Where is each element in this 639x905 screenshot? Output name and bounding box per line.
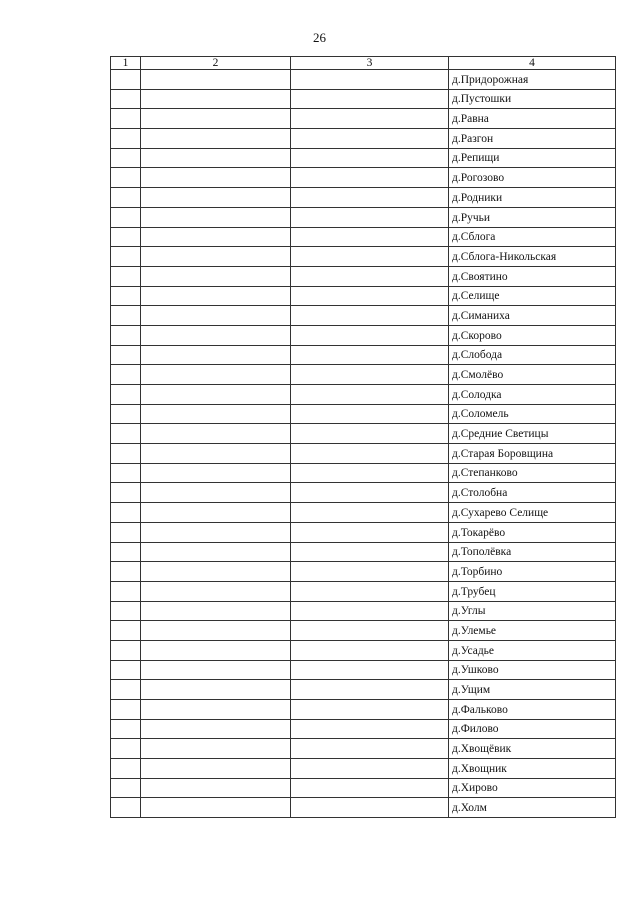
empty-cell-col-3	[291, 778, 449, 798]
settlement-name-cell: д.Улемье	[449, 621, 616, 641]
empty-cell-col-2	[141, 227, 291, 247]
table-row	[111, 522, 616, 542]
table-row	[111, 404, 616, 424]
settlement-name-cell: д.Хирово	[449, 778, 616, 798]
empty-cell-col-3	[291, 207, 449, 227]
empty-cell-col-1	[111, 640, 141, 660]
settlement-name-cell: д.Филово	[449, 719, 616, 739]
empty-cell-col-2	[141, 503, 291, 523]
empty-cell-col-2	[141, 365, 291, 385]
empty-cell-col-2	[141, 581, 291, 601]
empty-cell-col-2	[141, 778, 291, 798]
empty-cell-col-2	[141, 660, 291, 680]
settlement-name-cell: д.Фальково	[449, 700, 616, 720]
table-body	[111, 70, 616, 818]
table-row	[111, 148, 616, 168]
empty-cell-col-3	[291, 365, 449, 385]
table-row	[111, 365, 616, 385]
column-header-1: 1	[111, 57, 141, 70]
empty-cell-col-2	[141, 109, 291, 129]
table-row	[111, 444, 616, 464]
settlement-name-cell: д.Холм	[449, 798, 616, 818]
empty-cell-col-3	[291, 306, 449, 326]
empty-cell-col-1	[111, 129, 141, 149]
empty-cell-col-2	[141, 483, 291, 503]
table-row	[111, 581, 616, 601]
settlement-name-cell: д.Скорово	[449, 325, 616, 345]
empty-cell-col-3	[291, 247, 449, 267]
empty-cell-col-2	[141, 247, 291, 267]
empty-cell-col-3	[291, 188, 449, 208]
empty-cell-col-2	[141, 424, 291, 444]
empty-cell-col-1	[111, 70, 141, 90]
settlement-name-cell: д.Средние Светицы	[449, 424, 616, 444]
empty-cell-col-2	[141, 522, 291, 542]
column-header-4: 4	[449, 57, 616, 70]
table-row	[111, 778, 616, 798]
empty-cell-col-2	[141, 463, 291, 483]
empty-cell-col-1	[111, 680, 141, 700]
empty-cell-col-1	[111, 444, 141, 464]
table-row	[111, 168, 616, 188]
empty-cell-col-2	[141, 129, 291, 149]
settlement-name-cell: д.Ущим	[449, 680, 616, 700]
empty-cell-col-3	[291, 325, 449, 345]
empty-cell-col-1	[111, 621, 141, 641]
empty-cell-col-3	[291, 719, 449, 739]
empty-cell-col-3	[291, 660, 449, 680]
settlement-name-cell: д.Старая Боровщина	[449, 444, 616, 464]
empty-cell-col-1	[111, 503, 141, 523]
empty-cell-col-1	[111, 522, 141, 542]
settlement-name-cell: д.Солодка	[449, 385, 616, 405]
table-row	[111, 739, 616, 759]
table-row	[111, 207, 616, 227]
empty-cell-col-3	[291, 463, 449, 483]
empty-cell-col-3	[291, 562, 449, 582]
settlement-name-cell: д.Усадье	[449, 640, 616, 660]
empty-cell-col-1	[111, 778, 141, 798]
empty-cell-col-2	[141, 286, 291, 306]
page-number: 26	[313, 30, 326, 45]
empty-cell-col-3	[291, 286, 449, 306]
table-row	[111, 266, 616, 286]
table-row	[111, 89, 616, 109]
settlement-name-cell: д.Соломель	[449, 404, 616, 424]
empty-cell-col-2	[141, 207, 291, 227]
empty-cell-col-1	[111, 601, 141, 621]
table-row	[111, 700, 616, 720]
settlement-name-cell: д.Хвощник	[449, 759, 616, 779]
empty-cell-col-2	[141, 325, 291, 345]
empty-cell-col-3	[291, 522, 449, 542]
table-row	[111, 188, 616, 208]
settlement-name-cell: д.Своятино	[449, 266, 616, 286]
empty-cell-col-2	[141, 266, 291, 286]
empty-cell-col-3	[291, 168, 449, 188]
table-row	[111, 227, 616, 247]
settlement-name-cell: д.Углы	[449, 601, 616, 621]
table-row	[111, 719, 616, 739]
empty-cell-col-1	[111, 739, 141, 759]
empty-cell-col-1	[111, 365, 141, 385]
empty-cell-col-3	[291, 345, 449, 365]
empty-cell-col-1	[111, 148, 141, 168]
settlement-name-cell: д.Смолёво	[449, 365, 616, 385]
empty-cell-col-3	[291, 700, 449, 720]
empty-cell-col-1	[111, 719, 141, 739]
empty-cell-col-1	[111, 463, 141, 483]
empty-cell-col-3	[291, 89, 449, 109]
empty-cell-col-2	[141, 404, 291, 424]
empty-cell-col-2	[141, 798, 291, 818]
empty-cell-col-2	[141, 759, 291, 779]
empty-cell-col-1	[111, 266, 141, 286]
empty-cell-col-2	[141, 680, 291, 700]
empty-cell-col-1	[111, 562, 141, 582]
table-row	[111, 503, 616, 523]
settlement-name-cell: д.Сухарево Селище	[449, 503, 616, 523]
empty-cell-col-2	[141, 739, 291, 759]
table-row	[111, 542, 616, 562]
table-row	[111, 345, 616, 365]
empty-cell-col-1	[111, 404, 141, 424]
table-row	[111, 680, 616, 700]
empty-cell-col-3	[291, 385, 449, 405]
table-row	[111, 424, 616, 444]
empty-cell-col-2	[141, 345, 291, 365]
empty-cell-col-3	[291, 444, 449, 464]
settlement-name-cell: д.Хвощёвик	[449, 739, 616, 759]
empty-cell-col-2	[141, 601, 291, 621]
empty-cell-col-3	[291, 759, 449, 779]
empty-cell-col-2	[141, 188, 291, 208]
empty-cell-col-3	[291, 640, 449, 660]
table-row	[111, 621, 616, 641]
settlement-name-cell: д.Токарёво	[449, 522, 616, 542]
table-row	[111, 759, 616, 779]
empty-cell-col-2	[141, 640, 291, 660]
table-row	[111, 129, 616, 149]
settlement-name-cell: д.Придорожная	[449, 70, 616, 90]
empty-cell-col-1	[111, 168, 141, 188]
empty-cell-col-1	[111, 542, 141, 562]
settlement-name-cell: д.Ушково	[449, 660, 616, 680]
table-row	[111, 109, 616, 129]
table-row	[111, 286, 616, 306]
table-row	[111, 70, 616, 90]
empty-cell-col-1	[111, 759, 141, 779]
empty-cell-col-2	[141, 542, 291, 562]
empty-cell-col-3	[291, 424, 449, 444]
empty-cell-col-2	[141, 306, 291, 326]
empty-cell-col-1	[111, 700, 141, 720]
column-header-3: 3	[291, 57, 449, 70]
empty-cell-col-3	[291, 739, 449, 759]
table-row	[111, 640, 616, 660]
table-header-row	[111, 57, 616, 70]
table-row	[111, 601, 616, 621]
settlements-table	[110, 56, 616, 818]
empty-cell-col-2	[141, 168, 291, 188]
empty-cell-col-1	[111, 660, 141, 680]
empty-cell-col-1	[111, 286, 141, 306]
empty-cell-col-1	[111, 306, 141, 326]
table-row	[111, 660, 616, 680]
empty-cell-col-3	[291, 483, 449, 503]
settlement-name-cell: д.Трубец	[449, 581, 616, 601]
empty-cell-col-3	[291, 129, 449, 149]
empty-cell-col-2	[141, 385, 291, 405]
empty-cell-col-1	[111, 227, 141, 247]
settlement-name-cell: д.Родники	[449, 188, 616, 208]
table-row	[111, 562, 616, 582]
settlement-name-cell: д.Ручьи	[449, 207, 616, 227]
empty-cell-col-3	[291, 70, 449, 90]
empty-cell-col-1	[111, 89, 141, 109]
empty-cell-col-2	[141, 700, 291, 720]
settlement-name-cell: д.Сблога	[449, 227, 616, 247]
table-row	[111, 463, 616, 483]
settlement-name-cell: д.Пустошки	[449, 89, 616, 109]
settlement-name-cell: д.Репищи	[449, 148, 616, 168]
settlement-name-cell: д.Слобода	[449, 345, 616, 365]
table-row	[111, 247, 616, 267]
empty-cell-col-3	[291, 680, 449, 700]
table-row	[111, 306, 616, 326]
empty-cell-col-2	[141, 70, 291, 90]
empty-cell-col-3	[291, 601, 449, 621]
table-row	[111, 385, 616, 405]
empty-cell-col-3	[291, 798, 449, 818]
empty-cell-col-1	[111, 385, 141, 405]
empty-cell-col-1	[111, 345, 141, 365]
settlement-name-cell: д.Рогозово	[449, 168, 616, 188]
empty-cell-col-2	[141, 148, 291, 168]
empty-cell-col-1	[111, 188, 141, 208]
empty-cell-col-3	[291, 227, 449, 247]
table-row	[111, 325, 616, 345]
empty-cell-col-2	[141, 444, 291, 464]
empty-cell-col-3	[291, 148, 449, 168]
empty-cell-col-1	[111, 247, 141, 267]
empty-cell-col-1	[111, 325, 141, 345]
empty-cell-col-1	[111, 424, 141, 444]
settlement-name-cell: д.Селище	[449, 286, 616, 306]
empty-cell-col-2	[141, 89, 291, 109]
settlement-name-cell: д.Тополёвка	[449, 542, 616, 562]
table-row	[111, 798, 616, 818]
empty-cell-col-1	[111, 483, 141, 503]
empty-cell-col-3	[291, 621, 449, 641]
empty-cell-col-2	[141, 719, 291, 739]
empty-cell-col-1	[111, 109, 141, 129]
settlement-name-cell: д.Симаниха	[449, 306, 616, 326]
empty-cell-col-3	[291, 542, 449, 562]
empty-cell-col-3	[291, 404, 449, 424]
empty-cell-col-1	[111, 207, 141, 227]
column-header-2: 2	[141, 57, 291, 70]
table-row	[111, 483, 616, 503]
empty-cell-col-3	[291, 503, 449, 523]
empty-cell-col-3	[291, 266, 449, 286]
settlement-name-cell: д.Торбино	[449, 562, 616, 582]
empty-cell-col-1	[111, 581, 141, 601]
settlement-name-cell: д.Столобна	[449, 483, 616, 503]
empty-cell-col-3	[291, 109, 449, 129]
empty-cell-col-2	[141, 562, 291, 582]
settlement-name-cell: д.Разгон	[449, 129, 616, 149]
empty-cell-col-2	[141, 621, 291, 641]
empty-cell-col-1	[111, 798, 141, 818]
empty-cell-col-3	[291, 581, 449, 601]
settlement-name-cell: д.Сблога-Никольская	[449, 247, 616, 267]
settlement-name-cell: д.Степанково	[449, 463, 616, 483]
settlement-name-cell: д.Равна	[449, 109, 616, 129]
